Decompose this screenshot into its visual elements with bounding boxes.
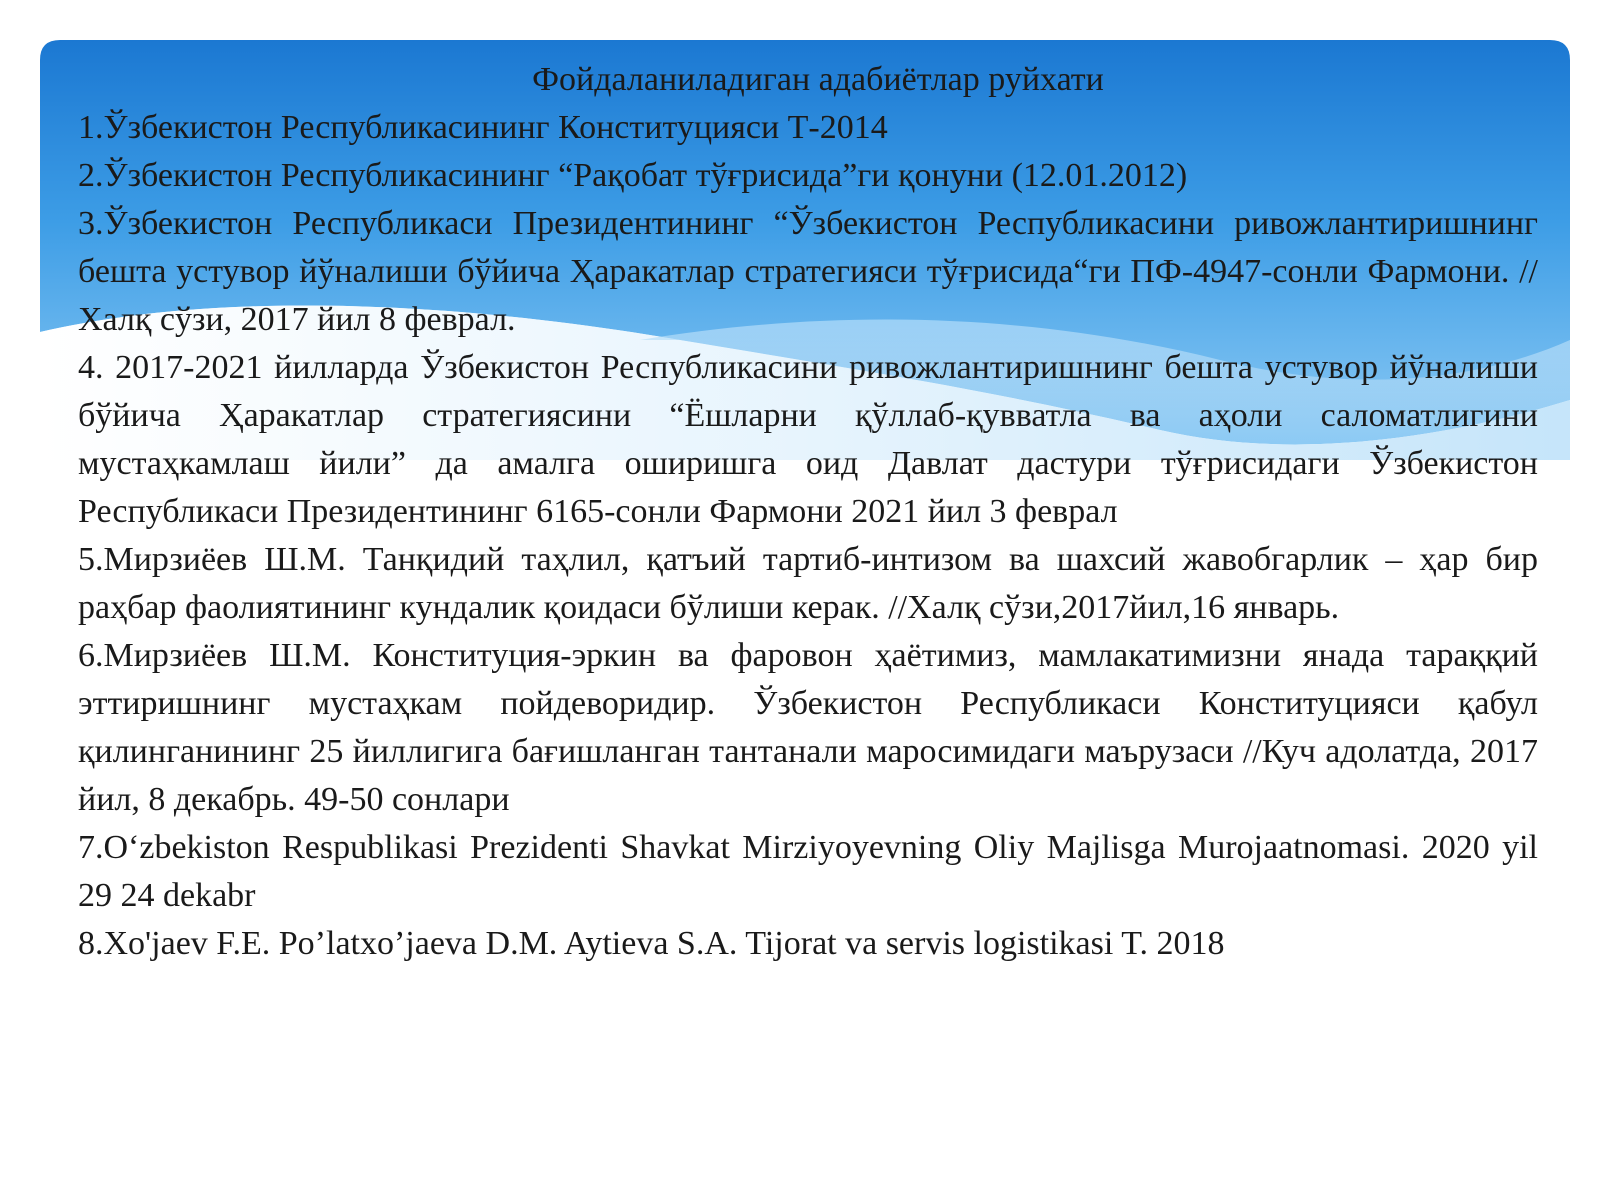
references-text-block <box>78 56 1538 968</box>
reference-item-5: 5.Мирзиёев Ш.М. Танқидий таҳлил, қатъий тартиб-интизом ва шахсий жавобгарлик – ҳар бир раҳбар фаолиятининг кундалик қоидаси бўлиши керак. //Халқ сўзи,2017йил,16 январь. <box>78 541 1538 626</box>
reference-item-2: 2.Ўзбекистон Республикасининг “Рақобат тўғрисида”ги қонуни (12.01.2012) <box>78 157 1188 194</box>
reference-item-6: 6.Мирзиёев Ш.М. Конституция-эркин ва фаровон ҳаётимиз, мамлакатимизни янада тараққий эттиришнинг мустаҳкам пойдеворидир. Ўзбекистон Республикаси Конституцияси қабул қилинганининг 25 йиллигига бағишланган тантанали маросимидаги маърузаси //Куч адолатда, 2017 йил, 8 декабрь. 49-50 сонлари <box>78 637 1538 818</box>
reference-item-1: 1.Ўзбекистон Республикасининг Конституцияси Т-2014 <box>78 109 888 146</box>
page-title: Фойдаланиладиган адабиётлар руйхати <box>532 61 1104 98</box>
reference-item-7: 7.O‘zbekiston Respublikasi Prezidenti Shavkat Mirziyoyevning Oliy Majlisga Murojaatnomasi. 2020 yil 29 24 dekabr <box>78 829 1538 914</box>
reference-item-3: 3.Ўзбекистон Республикаси Президентининг “Ўзбекистон Республикасини ривожлантиришнинг бешта устувор йўналиши бўйича Ҳаракатлар стратегияси тўғрисида“ги ПФ-4947-сонли Фармони. //Халқ сўзи, 2017 йил 8 феврал. <box>78 205 1538 338</box>
reference-item-4: 4. 2017-2021 йилларда Ўзбекистон Республикасини ривожлантиришнинг бешта устувор йўналиши бўйича Ҳаракатлар стратегиясини “Ёшларни қўллаб-қувватла ва аҳоли саломатлигини мустаҳкамлаш йили” да амалга оширишга оид Давлат дастури тўғрисидаги Ўзбекистон Республикаси Президентининг 6165-сонли Фармони 2021 йил 3 феврал <box>78 349 1538 530</box>
reference-item-8: 8.Xo'jaev F.E. Po’latxo’jaeva D.M. Aytieva S.A. Tijorat va servis logistikasi T. 2018 <box>78 925 1225 962</box>
